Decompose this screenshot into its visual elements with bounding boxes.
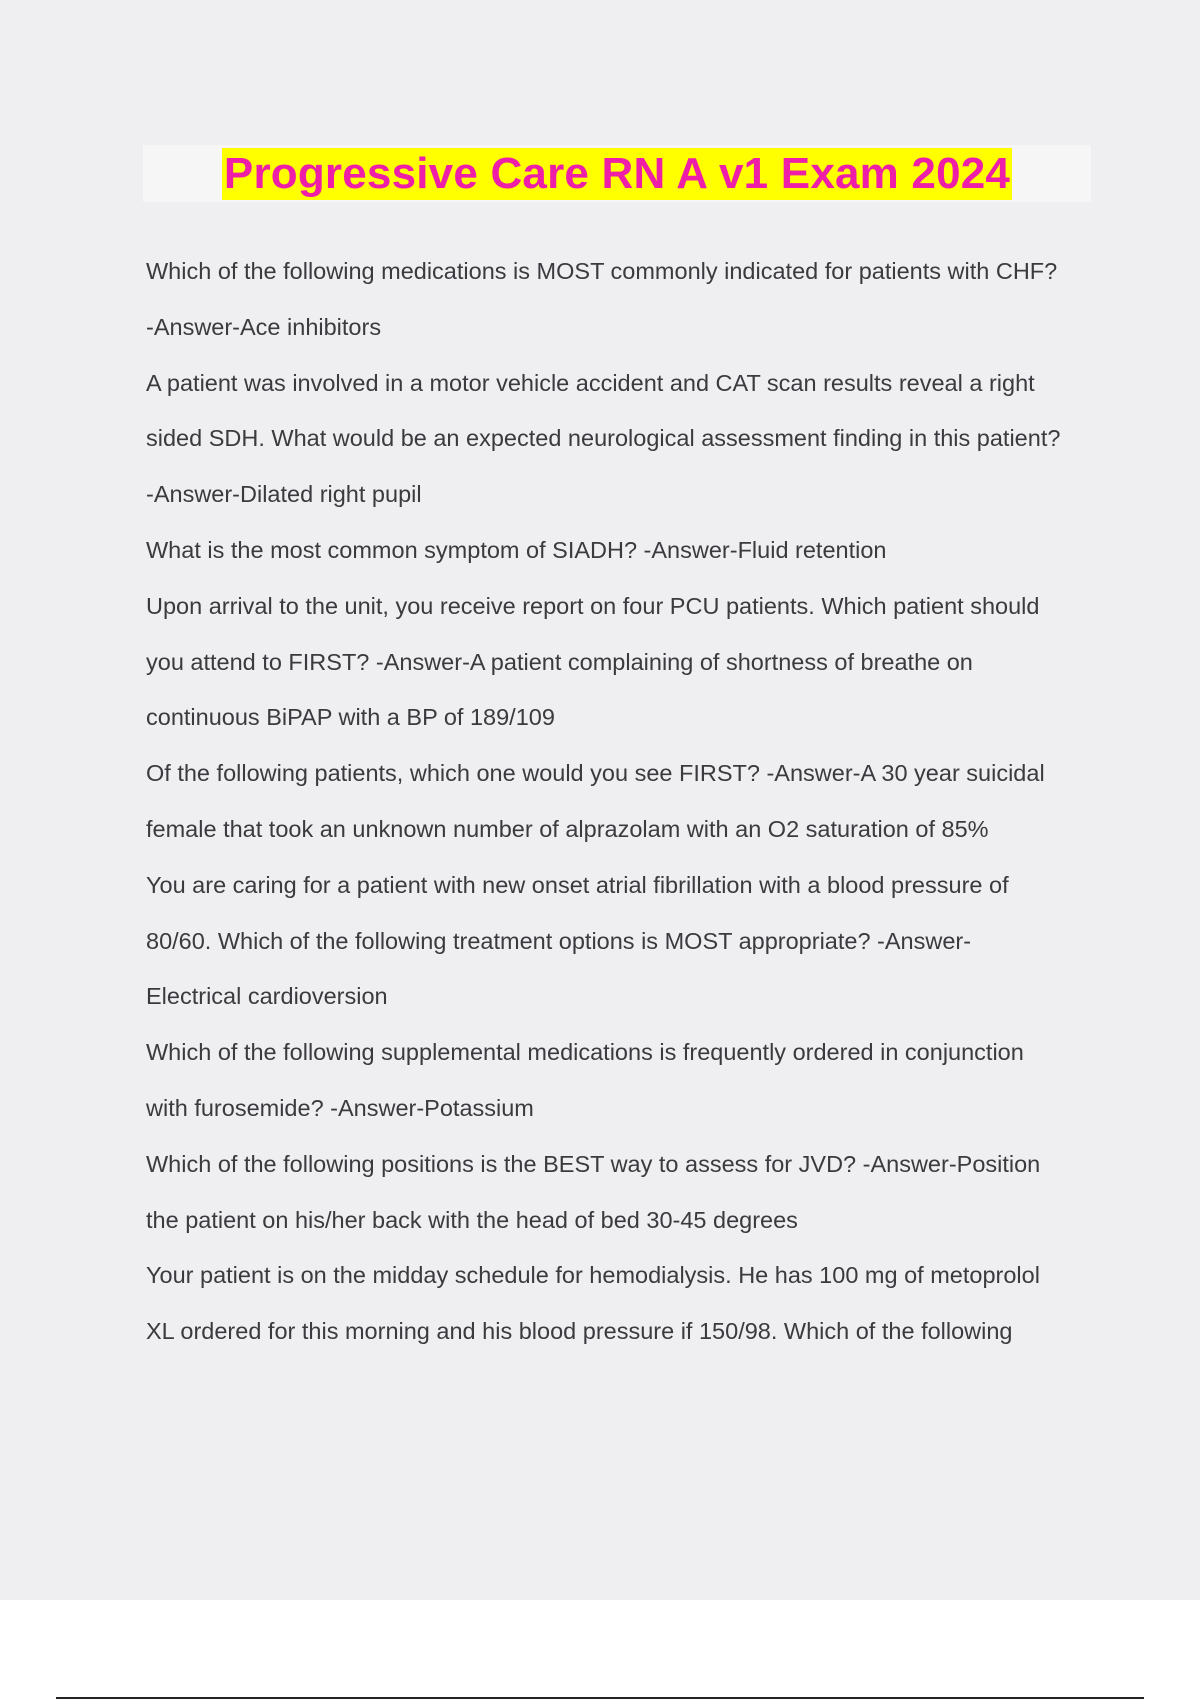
document-title: Progressive Care RN A v1 Exam 2024 bbox=[223, 149, 1011, 198]
text-line: A patient was involved in a motor vehicle accident and CAT scan results reveal a right bbox=[146, 369, 1035, 396]
text-line: Of the following patients, which one would you see FIRST? -Answer-A 30 year suicidal bbox=[146, 760, 1045, 787]
title-band bbox=[143, 145, 1091, 202]
page-divider bbox=[56, 1697, 1144, 1699]
text-line: with furosemide? -Answer-Potassium bbox=[146, 1094, 534, 1121]
text-line: Electrical cardioversion bbox=[146, 983, 388, 1010]
text-line: Upon arrival to the unit, you receive report on four PCU patients. Which patient should bbox=[146, 592, 1040, 619]
text-line: What is the most common symptom of SIADH? -Answer-Fluid retention bbox=[146, 536, 887, 563]
text-line: 80/60. Which of the following treatment options is MOST appropriate? -Answer- bbox=[146, 927, 972, 954]
text-line: XL ordered for this morning and his blood pressure if 150/98. Which of the following bbox=[146, 1318, 1013, 1345]
text-line: female that took an unknown number of alprazolam with an O2 saturation of 85% bbox=[146, 815, 989, 842]
text-line: Which of the following medications is MOST commonly indicated for patients with CHF? bbox=[146, 258, 1058, 284]
text-line: -Answer-Ace inhibitors bbox=[146, 313, 382, 340]
text-line: the patient on his/her back with the head of bed 30-45 degrees bbox=[146, 1206, 798, 1233]
text-line: Which of the following supplemental medications is frequently ordered in conjunction bbox=[146, 1039, 1024, 1066]
document-body bbox=[146, 244, 1106, 1360]
text-line: Your patient is on the midday schedule for hemodialysis. He has 100 mg of metoprolol bbox=[146, 1262, 1040, 1289]
text-line: you attend to FIRST? -Answer-A patient complaining of shortness of breathe on bbox=[146, 648, 973, 675]
text-line: You are caring for a patient with new onset atrial fibrillation with a blood pressure of bbox=[146, 871, 1009, 898]
text-line: sided SDH. What would be an expected neurological assessment finding in this patient? bbox=[146, 425, 1061, 452]
text-line: continuous BiPAP with a BP of 189/109 bbox=[146, 704, 555, 731]
text-line: -Answer-Dilated right pupil bbox=[146, 481, 422, 508]
text-line: Which of the following positions is the BEST way to assess for JVD? -Answer-Position bbox=[146, 1150, 1041, 1177]
